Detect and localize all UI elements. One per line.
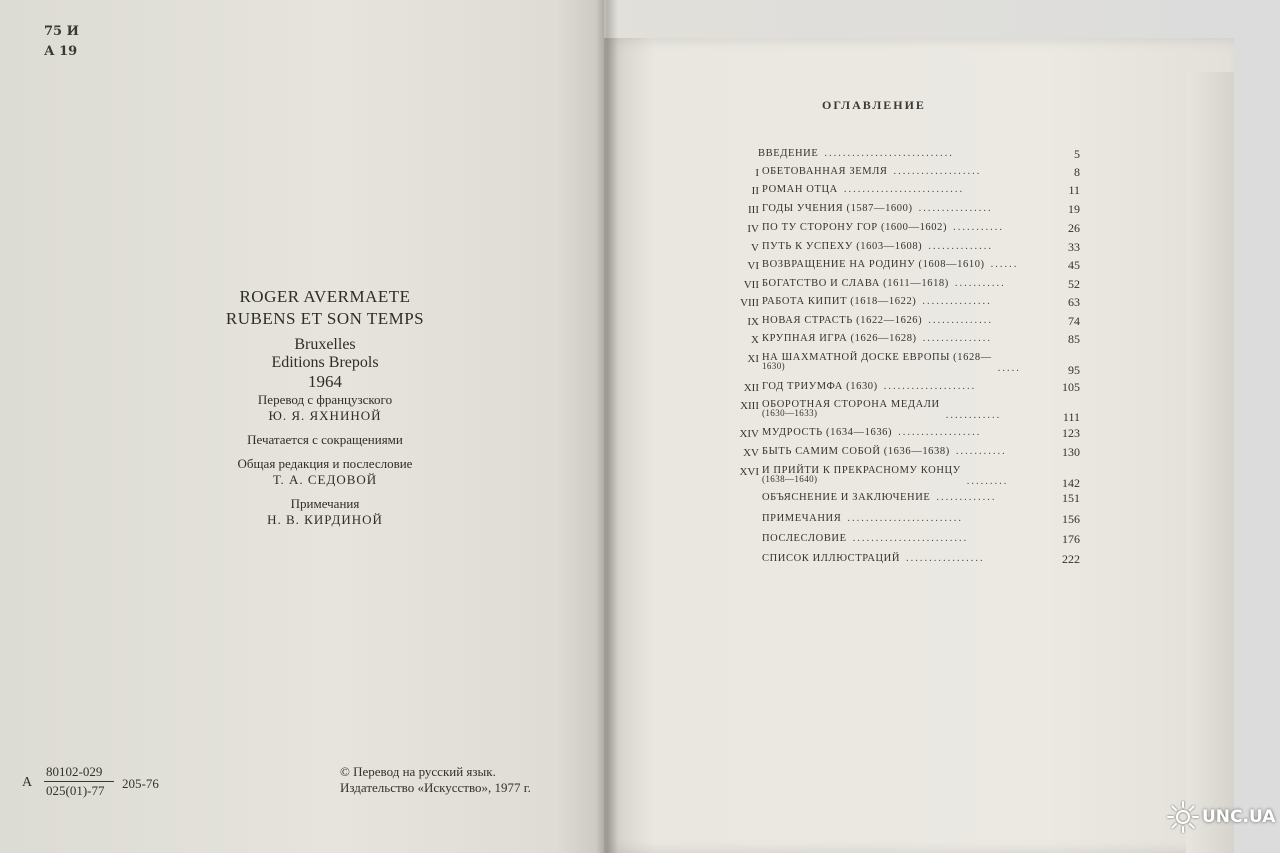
toc-entry-title: ОБЪЯСНЕНИЕ И ЗАКЛЮЧЕНИЕ <box>762 492 931 503</box>
toc-entry <box>762 352 992 371</box>
toc-entry-title: РАБОТА КИПИТ (1618—1622) <box>762 296 917 307</box>
toc-page-number: 11 <box>1068 183 1080 197</box>
toc-chapter-number: XIII <box>740 400 759 412</box>
toc-dot-leader: ......................... <box>852 533 969 544</box>
copyright-line-2: Издательство «Искусство», 1977 г. <box>340 780 531 795</box>
toc-chapter-number: XV <box>743 447 759 459</box>
toc-page-number: 45 <box>1068 258 1080 272</box>
toc-entry <box>762 399 940 418</box>
toc-entry <box>762 381 878 392</box>
toc-chapter-number: X <box>751 334 759 346</box>
toc-entry <box>762 296 916 307</box>
watermark-text: UNC.UA <box>1202 807 1276 827</box>
toc-dot-leader: ................... <box>893 166 982 177</box>
toc-page-number: 222 <box>1062 552 1080 566</box>
toc-entry-title: ПРИМЕЧАНИЯ <box>762 513 842 524</box>
toc-entry <box>762 333 917 344</box>
toc-entry-title: НА ШАХМАТНОЙ ДОСКЕ ЕВРОПЫ (1628— <box>762 352 992 363</box>
toc-chapter-number: I <box>755 167 759 179</box>
toc-entry-title: ГОДЫ УЧЕНИЯ (1587—1600) <box>762 203 913 214</box>
imprint-prefix: А <box>22 775 33 790</box>
toc-entry-title: НОВАЯ СТРАСТЬ (1622—1626) <box>762 315 923 326</box>
toc-entry <box>758 148 818 159</box>
toc-dot-leader: ........... <box>954 278 1006 289</box>
library-code-2: А 19 <box>44 44 78 59</box>
toc-dot-leader: ................. <box>906 553 985 564</box>
original-year: 1964 <box>308 372 342 391</box>
toc-entry <box>762 259 985 270</box>
toc-entry-title: КРУПНАЯ ИГРА (1626—1628) <box>762 333 917 344</box>
toc-entry <box>762 513 841 524</box>
toc-chapter-number: XI <box>747 353 759 365</box>
toc-entry-title: ПО ТУ СТОРОНУ ГОР (1600—1602) <box>762 222 948 233</box>
toc-entry <box>762 446 950 457</box>
toc-chapter-number: II <box>751 185 759 197</box>
toc-dot-leader: .......................... <box>843 184 965 195</box>
toc-chapter-number: XIV <box>739 428 759 440</box>
toc-page-number: 33 <box>1068 240 1080 254</box>
toc-entry <box>762 427 892 438</box>
imprint-numerator: 80102-029 <box>46 764 103 779</box>
toc-entry-title: И ПРИЙТИ К ПРЕКРАСНОМУ КОНЦУ <box>762 465 961 476</box>
toc-entry <box>762 492 930 503</box>
toc-chapter-number: XVI <box>739 466 759 478</box>
toc-heading: ОГЛАВЛЕНИЕ <box>822 98 926 112</box>
imprint-suffix: 205-76 <box>122 776 159 791</box>
toc-page-number: 156 <box>1062 512 1080 526</box>
sun-icon <box>1166 800 1200 834</box>
toc-entry-title: ПОСЛЕСЛОВИЕ <box>762 533 847 544</box>
book-gutter <box>596 0 618 853</box>
toc-dot-leader: ............. <box>936 492 997 503</box>
toc-entry-title: ОБОРОТНАЯ СТОРОНА МЕДАЛИ <box>762 399 940 410</box>
toc-entry-dates: (1630—1633) <box>762 408 818 418</box>
original-city: Bruxelles <box>294 336 356 353</box>
toc-chapter-number: VI <box>747 260 759 272</box>
toc-dot-leader: .................... <box>883 381 977 392</box>
translation-label: Перевод с французского <box>257 392 393 407</box>
toc-page-number: 123 <box>1062 426 1080 440</box>
fraction-line <box>44 781 114 782</box>
abridged-note: Печатается с сокращениями <box>247 432 403 447</box>
toc-dot-leader: ........... <box>953 222 1004 233</box>
imprint-denominator: 025(01)-77 <box>46 783 105 798</box>
library-code-1: 75 И <box>44 24 79 39</box>
toc-page-number: 52 <box>1068 277 1080 291</box>
notes-label: Примечания <box>290 496 360 511</box>
toc-page-number: 130 <box>1062 445 1080 459</box>
toc-chapter-number: XII <box>743 382 759 394</box>
toc-page-number: 95 <box>1068 363 1080 377</box>
toc-entry-title: ВВЕДЕНИЕ <box>758 148 819 159</box>
toc-entry-title: БЫТЬ САМИМ СОБОЙ (1636—1638) <box>762 446 950 457</box>
editor-name: Т. А. СЕДОВОЙ <box>272 472 378 487</box>
toc-entry-title: ПУТЬ К УСПЕХУ (1603—1608) <box>762 241 923 252</box>
toc-chapter-number: IX <box>747 316 759 328</box>
toc-chapter-number: V <box>751 242 759 254</box>
toc-entry <box>762 553 900 564</box>
toc-dot-leader: ............... <box>922 296 992 307</box>
toc-entry-title: МУДРОСТЬ (1634—1636) <box>762 427 893 438</box>
toc-dot-leader: ........... <box>955 446 1007 457</box>
toc-dot-leader: ......... <box>966 476 1009 487</box>
toc-page-number: 105 <box>1062 380 1080 394</box>
toc-entry <box>762 533 847 544</box>
toc-entry-title: ВОЗВРАЩЕНИЕ НА РОДИНУ (1608—1610) <box>762 259 985 270</box>
original-title: RUBENS ET SON TEMPS <box>225 309 425 328</box>
toc-chapter-number: VII <box>743 279 759 291</box>
toc-page-number: 111 <box>1062 410 1080 424</box>
toc-dot-leader: ............................ <box>824 148 954 159</box>
toc-entry <box>762 241 922 252</box>
toc-chapter-number: VIII <box>740 297 759 309</box>
toc-page-number: 26 <box>1068 221 1080 235</box>
toc-entry <box>762 203 913 214</box>
original-author: ROGER AVERMAETE <box>239 287 411 306</box>
toc-chapter-number: IV <box>747 223 759 235</box>
toc-dot-leader: ............... <box>922 333 993 344</box>
toc-page-number: 19 <box>1068 202 1080 216</box>
toc-entry-title: ГОД ТРИУМФА (1630) <box>762 381 878 392</box>
original-publisher: Editions Brepols <box>271 354 379 371</box>
toc-dot-leader: ................ <box>918 203 993 214</box>
translator-name: Ю. Я. ЯХНИНОЙ <box>268 408 382 423</box>
toc-dot-leader: .............. <box>928 315 994 326</box>
toc-dot-leader: ......................... <box>847 513 963 524</box>
toc-page-number: 176 <box>1062 532 1080 546</box>
toc-entry <box>762 465 961 484</box>
toc-entry <box>762 315 922 326</box>
toc-dot-leader: ...... <box>990 259 1019 270</box>
toc-entry <box>762 184 838 195</box>
toc-entry-title: СПИСОК ИЛЛЮСТРАЦИЙ <box>762 553 901 564</box>
toc-page-number: 8 <box>1074 165 1080 179</box>
toc-entry-title: БОГАТСТВО И СЛАВА (1611—1618) <box>762 278 949 289</box>
toc-entry-title: ОБЕТОВАННАЯ ЗЕМЛЯ <box>762 166 888 177</box>
toc-dot-leader: .............. <box>928 241 994 252</box>
title-block <box>190 286 460 528</box>
notes-author: Н. В. КИРДИНОЙ <box>267 512 383 527</box>
editor-label: Общая редакция и послесловие <box>237 456 413 471</box>
toc-entry-title: РОМАН ОТЦА <box>762 184 838 195</box>
toc-page-number: 74 <box>1068 314 1080 328</box>
toc-dot-leader: ..... <box>997 363 1021 374</box>
toc-entry <box>762 278 949 289</box>
toc-entry-dates: 1630) <box>762 361 785 371</box>
toc-page-number: 151 <box>1062 491 1080 505</box>
toc-entry <box>762 222 947 233</box>
copyright-line-1: © Перевод на русский язык. <box>340 764 496 779</box>
toc-page-number: 85 <box>1068 332 1080 346</box>
toc-page-number: 5 <box>1074 147 1080 161</box>
toc-chapter-number: III <box>748 204 759 216</box>
page-edge <box>1186 72 1234 853</box>
watermark <box>1166 793 1276 841</box>
toc-entry-dates: (1638—1640) <box>762 474 818 484</box>
toc-entry <box>762 166 888 177</box>
toc-page-number: 142 <box>1062 476 1080 490</box>
toc-page-number: 63 <box>1068 295 1080 309</box>
toc-dot-leader: ............ <box>945 410 1002 421</box>
toc-dot-leader: .................. <box>898 427 982 438</box>
